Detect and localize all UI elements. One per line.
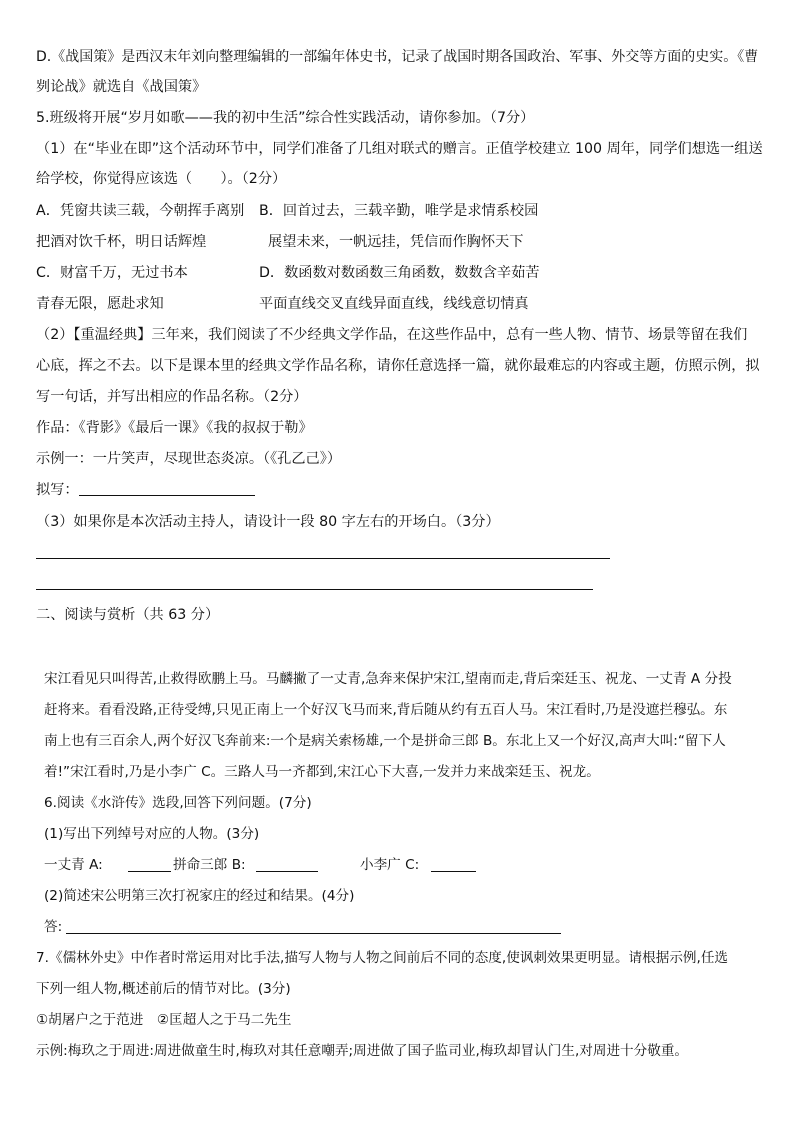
- question-6-1: (1)写出下列绰号对应的人物。(3分): [44, 826, 260, 842]
- question-7-line-2: 下列一组人物,概述前后的情节对比。(3分): [36, 981, 291, 997]
- question-5-2-line-2: 心底，挥之不去。以下是课本里的经典文学作品名称，请你任意选择一篇，就你最难忘的内容或主题，仿照示例，拟: [36, 358, 760, 374]
- question-5-1-line-1: （1）在“毕业在即”这个活动环节中，同学们准备了几组对联式的赠言。正值学校建立 100 周年，同学们想选一组送: [36, 141, 763, 157]
- answer-label: 答:: [44, 919, 63, 935]
- option-d2-line-2: 平面直线交叉直线异面直线，线线意切情真: [259, 296, 529, 312]
- question-6: 6.阅读《水浒传》选段,回答下列问题。(7分): [44, 795, 312, 811]
- question-5-3: （3）如果你是本次活动主持人，请设计一段 80 字左右的开场白。（3分）: [36, 514, 500, 530]
- passage-line-3: 南上也有三百余人,两个好汉飞奔前来:一个是病关索杨雄,一个是拼命三郎 B。东北上又一个好汉,高声大叫:“留下人: [44, 733, 726, 749]
- draft-label: 拟写：: [36, 482, 79, 498]
- section-2-heading: 二、阅读与赏析（共 63 分）: [36, 607, 220, 623]
- question-5-2-line-3: 写一句话，并写出相应的作品名称。（2分）: [36, 389, 308, 405]
- draft-blank[interactable]: [79, 481, 255, 496]
- question-7-choices: ①胡屠户之于范进 ②匡超人之于马二先生: [36, 1012, 292, 1028]
- question-7-example: 示例:梅玖之于周进:周进做童生时,梅玖对其任意嘲弄;周进做了国子监司业,梅玖却冒认门生,对周进十分敬重。: [36, 1043, 689, 1059]
- works-list: 作品：《背影》《最后一课》《我的叔叔于勒》: [36, 420, 313, 436]
- option-b-line-1: B．回首过去，三载辛勤，唯学是求情系校园: [259, 203, 539, 219]
- answer-line-2[interactable]: [36, 589, 593, 590]
- option-a-line-2: 把酒对饮千杯，明日话辉煌: [36, 234, 207, 250]
- question-7-line-1: 7.《儒林外史》中作者时常运用对比手法,描写人物与人物之间前后不同的态度,使讽刺效果更明显。请根据示例,任选: [36, 950, 729, 966]
- blank-a-label: 一丈青 A:: [44, 857, 103, 873]
- question-5-1-line-2: 给学校，你觉得应该选（ ）。（2分）: [36, 171, 287, 187]
- option-a-line-1: A．凭窗共读三载，今朝挥手离别: [36, 203, 245, 219]
- passage-line-4: 着!”宋江看时,乃是小李广 C。三路人马一齐都到,宋江心下大喜,一发并力来战栾廷玉、祝龙。: [44, 764, 600, 780]
- blank-a[interactable]: [128, 857, 171, 872]
- question-6-2: (2)简述宋公明第三次打祝家庄的经过和结果。(4分): [44, 888, 355, 904]
- option-d2-line-1: D．数函数对数函数三角函数，数数含辛茹苦: [259, 265, 540, 281]
- blank-c-label: 小李广 C:: [360, 857, 420, 873]
- answer-line-1[interactable]: [36, 558, 610, 559]
- question-5: 5.班级将开展“岁月如歌——我的初中生活”综合性实践活动，请你参加。（7分）: [36, 110, 535, 126]
- option-c-line-2: 青春无限，愿赴求知: [36, 296, 164, 312]
- option-d-line-2: 刿论战》就选自《战国策》: [36, 79, 207, 95]
- option-b-line-2: 展望未来，一帆远挂，凭信而作胸怀天下: [268, 234, 524, 250]
- blank-b[interactable]: [256, 857, 318, 872]
- passage-line-2: 赶将来。看看没路,正待受缚,只见正南上一个好汉飞马而来,背后随从约有五百人马。宋江看时,乃是没遮拦穆弘。东: [44, 702, 728, 718]
- passage-line-1: 宋江看见只叫得苦,止救得欧鹏上马。马麟撇了一丈青,急奔来保护宋江,望南而走,背后栾廷玉、祝龙、一丈青 A 分投: [44, 671, 732, 687]
- option-c-line-1: C．财富千万，无过书本: [36, 265, 188, 281]
- question-5-2-line-1: （2）【重温经典】三年来，我们阅读了不少经典文学作品，在这些作品中，总有一些人物、情节、场景等留在我们: [36, 327, 748, 343]
- option-d-line-1: D.《战国策》是西汉末年刘向整理编辑的一部编年体史书，记录了战国时期各国政治、军事、外交等方面的史实。《曹: [36, 49, 759, 65]
- example-one: 示例一：一片笑声，尽现世态炎凉。（《孔乙己》）: [36, 451, 342, 467]
- draft-line: [36, 481, 255, 499]
- answer-blank[interactable]: [66, 933, 561, 934]
- blank-b-label: 拼命三郎 B:: [173, 857, 246, 873]
- blank-c[interactable]: [431, 857, 476, 872]
